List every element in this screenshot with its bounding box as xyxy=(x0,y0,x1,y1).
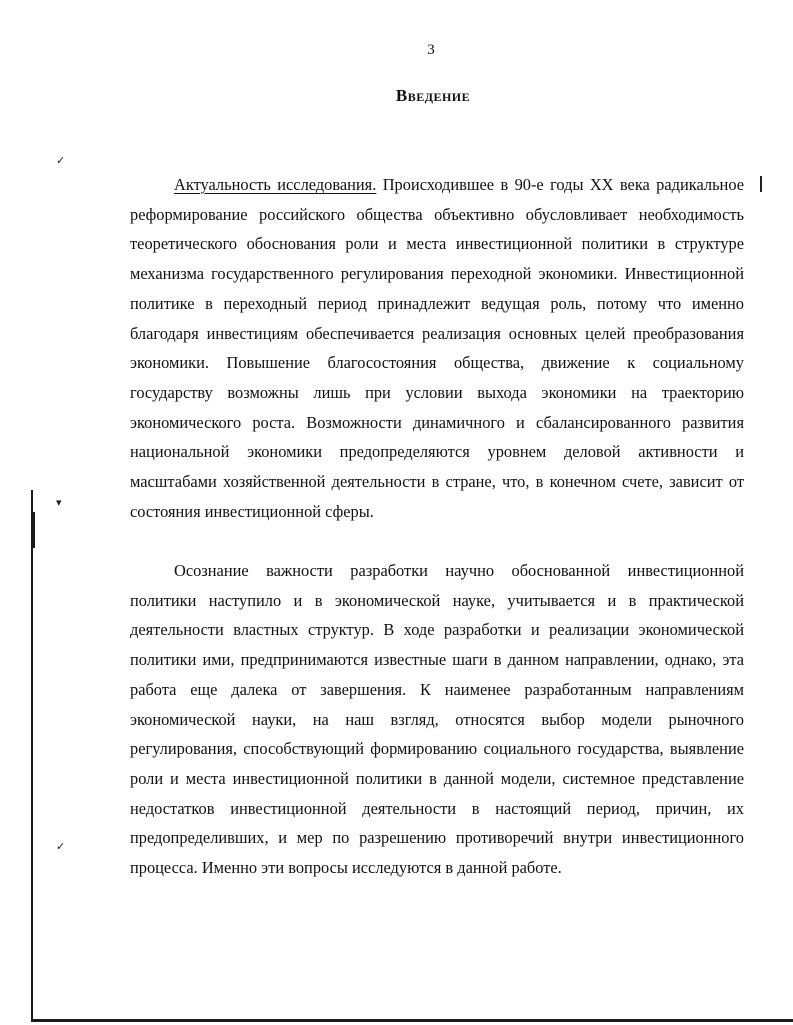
scan-bottom-border xyxy=(31,1019,793,1022)
paragraph-relevance xyxy=(130,170,744,526)
scan-left-border xyxy=(31,490,33,1020)
paragraph-1-lead: Актуальность исследования. xyxy=(174,175,377,194)
paragraph-2-text: Осознание важности разработки научно обоснованной инвестиционной политики наступило и в экономической науке, учитывается и в практической деятельности властных структур. В ходе разработки и реализации экономической политики ими, предпринимаются известные шаги в данном направлении, однако, эта работа еще далека от завершения. К наименее разработанным направлениям экономической науки, на наш взгляд, относятся выбор модели рыночного регулирования, способствующий формированию социального государства, выявление роли и места инвестиционной политики в данной модели, системное представление недостатков инвестиционной деятельности в настоящий период, причин, их предопределивших, и мер по разрешению противоречий внутри инвестиционного процесса. Именно эти вопросы исследуются в данной работе. xyxy=(130,561,744,878)
scan-right-mark xyxy=(760,176,762,192)
margin-mark-icon: ✓ xyxy=(56,840,66,853)
page-title: Введение xyxy=(395,86,471,105)
paragraph-2 xyxy=(130,556,744,883)
margin-mark-icon: ✓ xyxy=(56,154,66,167)
paragraph-1 xyxy=(130,170,744,526)
paragraph-1-text: Происходившее в 90-е годы XX века радикальное реформирование российского общества объективно обусловливает необходимость теоретического обоснования роли и места инвестиционной политики в структуре механизма государственного регулирования переходной экономики. Инвестиционной политике в переходный период принадлежит ведущая роль, потому что именно благодаря инвестициям обеспечивается реализация основных целей преобразования экономики. Повышение благосостояния общества, движение к социальному государству возможны лишь при условии выхода экономики на траекторию экономического роста. Возможности динамичного и сбалансированного развития национальной экономики предопределяются уровнем деловой активности и масштабами хозяйственной деятельности в стране, что, в конечном счете, зависит от состояния инвестиционной сферы. xyxy=(130,175,744,521)
scan-left-tick xyxy=(31,512,35,548)
margin-mark-icon: ▾ xyxy=(56,496,62,509)
page-number: 3 xyxy=(427,42,435,58)
paragraph-awareness xyxy=(130,556,744,883)
